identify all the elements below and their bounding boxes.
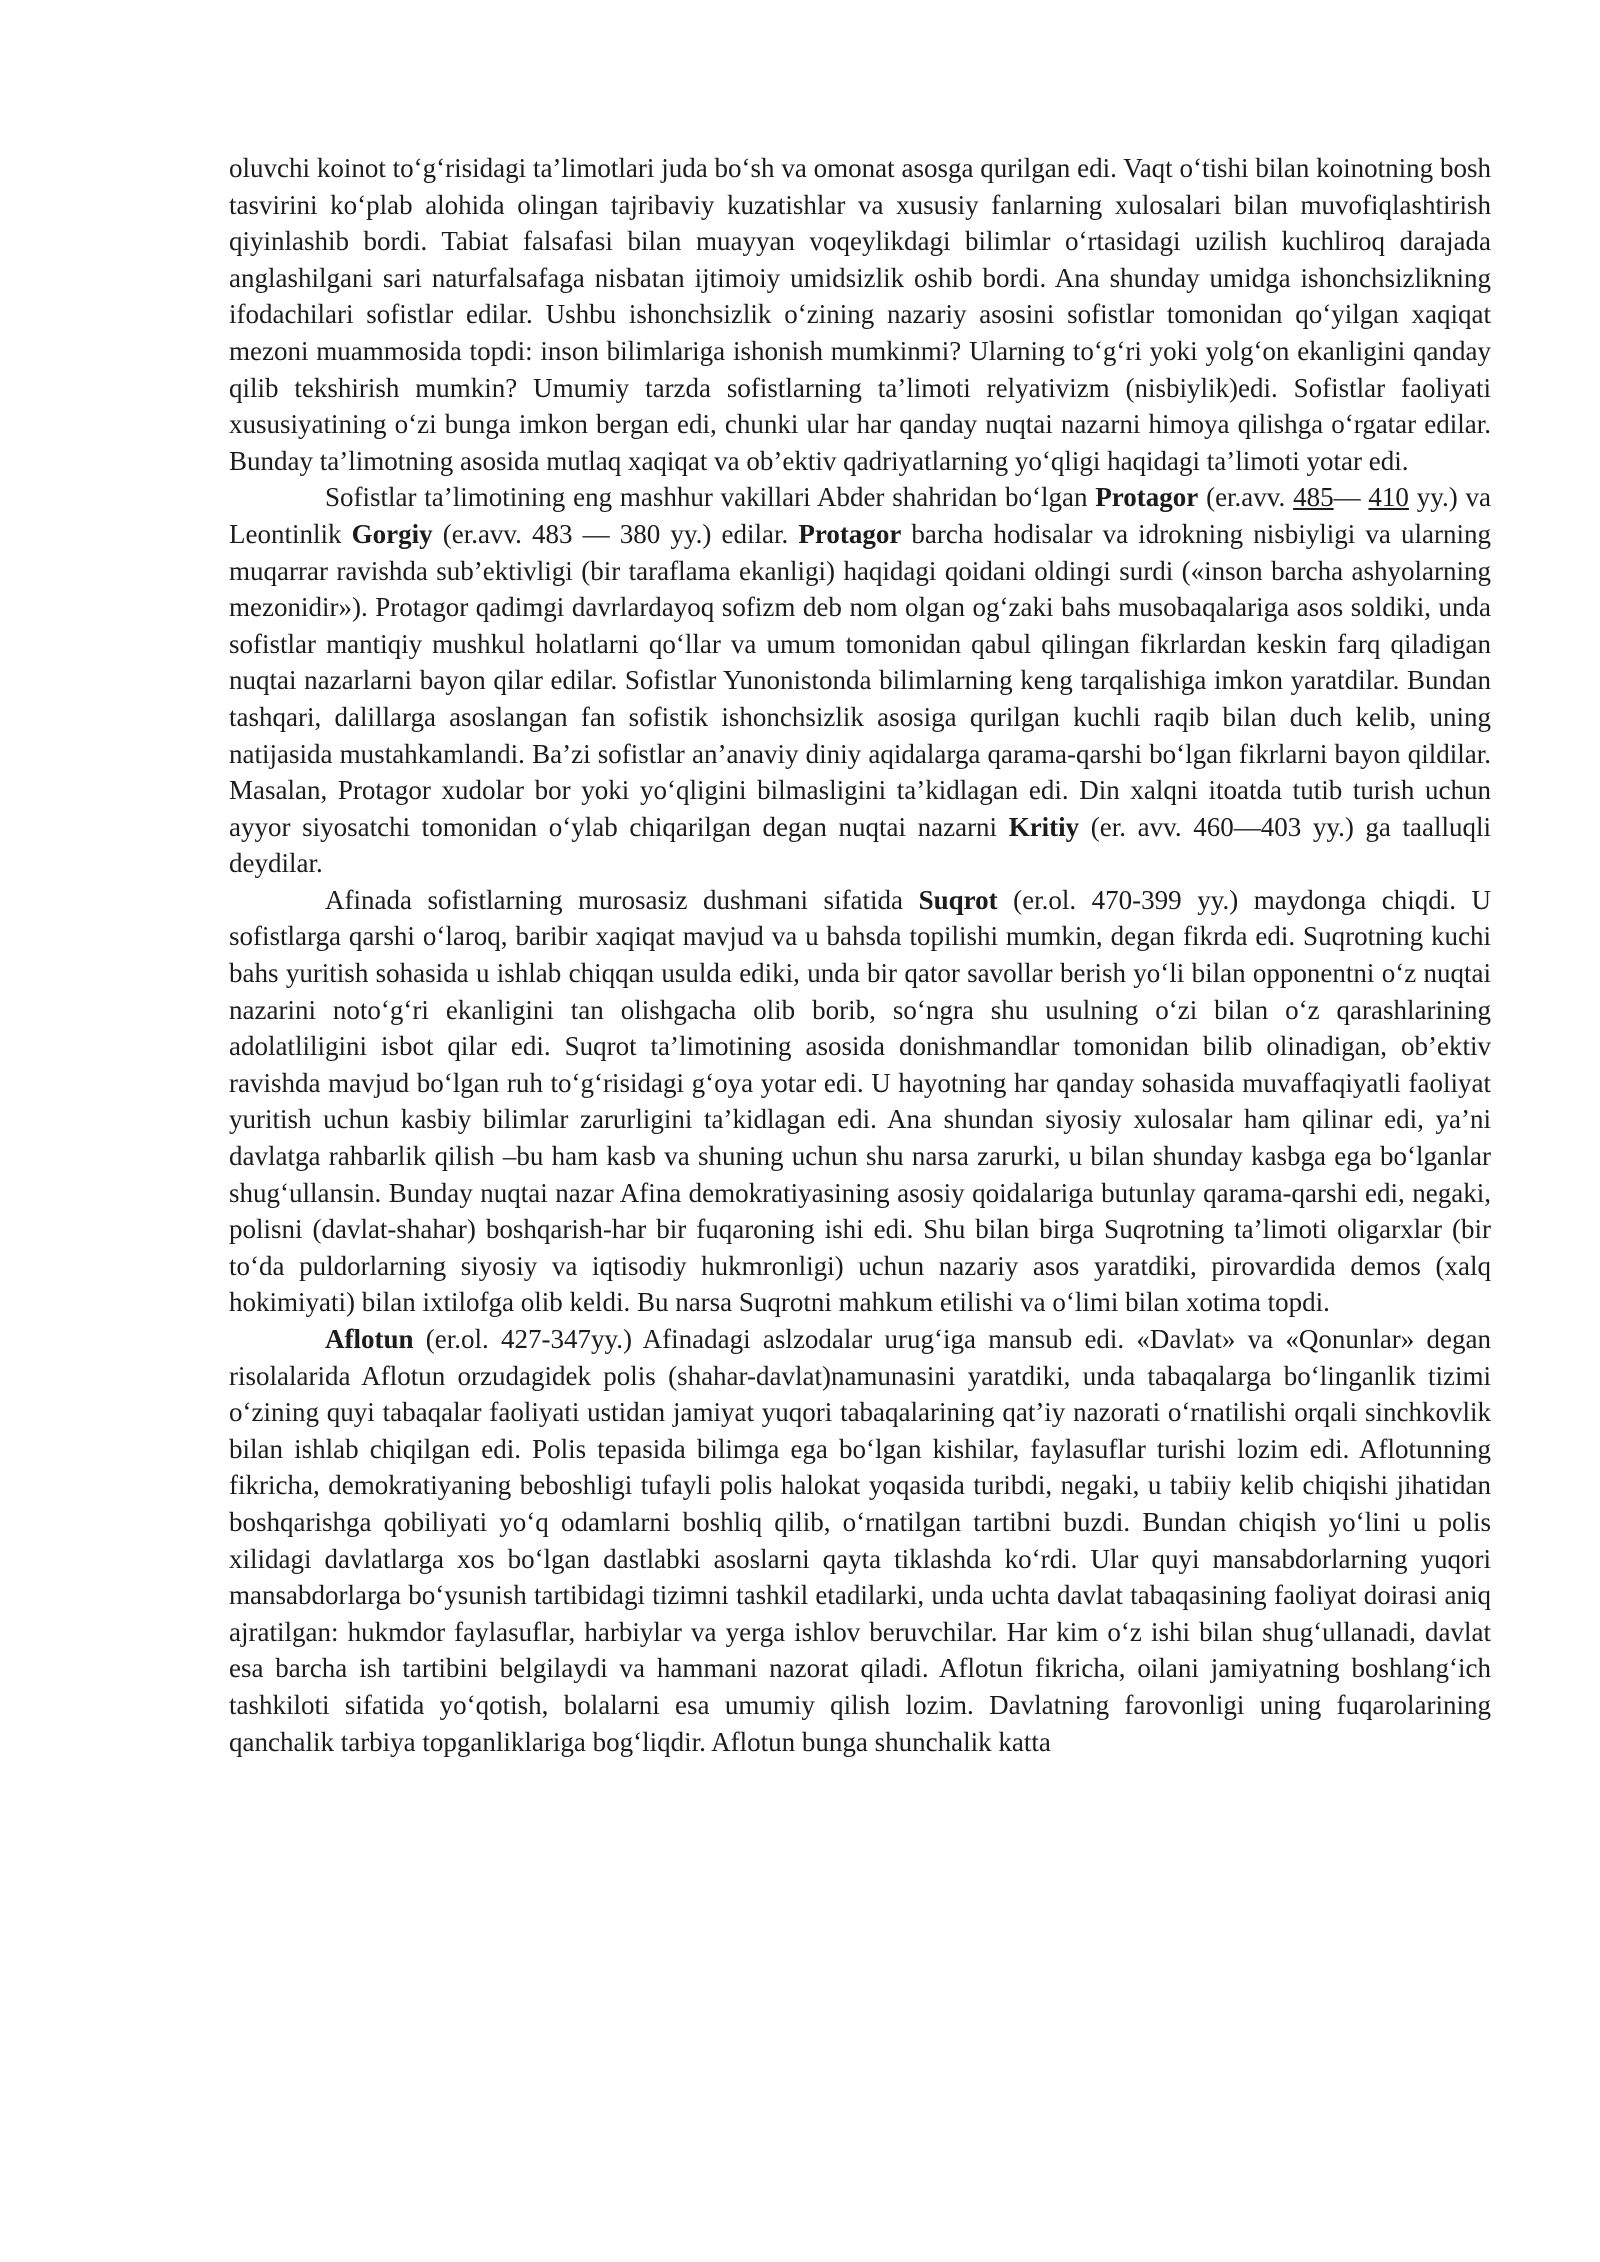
paragraph-suqrot bbox=[229, 882, 1491, 1321]
text-run: (er.avv. 483 — 380 yy.) edilar. bbox=[432, 518, 799, 549]
text-run: (er.ol. 470-399 yy.) maydonga chiqdi. U sofistlarga qarshi o‘laroq, baribir xaqiqat mavjud va u bahsda topilishi mumkin, degan fikrda edi. Suqrotning kuchi bahs yuritish sohasida u ishlab chiqqan usulda ediki, unda bir qator savollar berish yo‘li bilan opponentni o‘z nuqtai nazarini noto‘g‘ri ekanligini tan olishgacha olib borib, so‘ngra shu usulning o‘zi bilan o‘z qarashlarining adolatliligini isbot qilar edi. Suqrot ta’limotining asosida donishmandlar tomonidan bilib olinadigan, ob’ektiv ravishda mavjud bo‘lgan ruh to‘g‘risidagi g‘oya yotar edi. U hayotning har qanday sohasida muvaffaqiyatli faoliyat yuritish uchun kasbiy bilimlar zarurligini ta’kidlagan edi. Ana shundan siyosiy xulosalar ham qilinar edi, ya’ni davlatga rahbarlik qilish –bu ham kasb va shuning uchun shu narsa zarurki, u bilan shunday kasbga ega bo‘lganlar shug‘ullansin. Bunday nuqtai nazar Afina demokratiyasining asosiy qoidalariga butunlay qarama-qarshi edi, negaki, polisni (davlat-shahar) boshqarish-har bir fuqaroning ishi edi. Shu bilan birga Suqrotning ta’limoti oligarxlar (bir to‘da puldorlarning siyosiy va iqtisodiy hukmronligi) uchun nazariy asos yaratdiki, pirovardida demos (xalq hokimiyati) bilan ixtilofga olib keldi. Bu narsa Suqrotni mahkum etilishi va o‘limi bilan xotima topdi. bbox=[229, 884, 1491, 1318]
paragraph-sophists-intro: oluvchi koinot to‘g‘risidagi ta’limotlari juda bo‘sh va omonat asosga qurilgan edi. Vaqt o‘tishi bilan koinotning bosh tasvirini ko‘plab alohida olingan tajribaviy kuzatishlar va xususiy fanlarning xulosalari bilan muvofiqlashtirish qiyinlashib bordi. Tabiat falsafasi bilan muayyan voqeylikdagi bilimlar o‘rtasidagi uzilish kuchliroq darajada anglashilgani sari naturfalsafaga nisbatan ijtimoiy umidsizlik oshib bordi. Ana shunday umidga ishonchsizlikning ifodachilari sofistlar edilar. Ushbu ishonchsizlik o‘zining nazariy asosini sofistlar tomonidan qo‘yilgan xaqiqat mezoni muammosida topdi: inson bilimlariga ishonish mumkinmi? Ularning to‘g‘ri yoki yolg‘on ekanligini qanday qilib tekshirish mumkin? Umumiy tarzda sofistlarning ta’limoti relyativizm (nisbiylik)edi. Sofistlar faoliyati xususiyatining o‘zi bunga imkon bergan edi, chunki ular har qanday nuqtai nazarni himoya qilishga o‘rgatar edilar. Bunday ta’limotning asosida mutlaq xaqiqat va ob’ektiv qadriyatlarning yo‘qligi haqidagi ta’limoti yotar edi. bbox=[229, 153, 1491, 476]
paragraph-aflotun bbox=[229, 1321, 1491, 1760]
paragraph-protagor-gorgiy bbox=[229, 479, 1491, 882]
name-kritiy: Kritiy bbox=[1008, 811, 1080, 842]
text-run: — bbox=[1333, 482, 1369, 513]
date-link-485[interactable]: 485 bbox=[1293, 482, 1334, 513]
text-run: yy.) va Leontinlik bbox=[229, 482, 1491, 549]
name-protagor: Protagor bbox=[798, 518, 902, 549]
name-suqrot: Suqrot bbox=[918, 884, 998, 915]
name-protagor: Protagor bbox=[1095, 482, 1199, 513]
text-run: (er.ol. 427-347yy.) Afinadagi aslzodalar urug‘iga mansub edi. «Davlat» va «Qonunlar» degan risolalarida Aflotun orzudagidek polis (shahar-davlat)namunasini yaratdiki, unda tabaqalarga bo‘linganlik tizimi o‘zining quyi tabaqalar faoliyati ustidan jamiyat yuqori tabaqalarining qat’iy nazorati o‘rnatilishi orqali sinchkovlik bilan ishlab chiqilgan edi. Polis tepasida bilimga ega bo‘lgan kishilar, faylasuflar turishi lozim edi. Aflotunning fikricha, demokratiyaning beboshligi tufayli polis halokat yoqasida turibdi, negaki, u tabiiy kelib chiqishi jihatidan boshqarishga qobiliyati yo‘q odamlarni boshliq qilib, o‘rnatilgan tartibni buzdi. Bundan chiqish yo‘lini u polis xilidagi davlatlarga xos bo‘lgan dastlabki asoslarni qayta tiklashda ko‘rdi. Ular quyi mansabdorlarning yuqori mansabdorlarga bo‘ysunish tartibidagi tizimni tashkil etadilarki, unda uchta davlat tabaqasining faoliyat doirasi aniq ajratilgan: hukmdor faylasuflar, harbiylar va yerga ishlov beruvchilar. Har kim o‘z ishi bilan shug‘ullanadi, davlat esa barcha ish tartibini belgilaydi va hammani nazorat qiladi. Aflotun fikricha, oilani jamiyatning boshlang‘ich tashkiloti sifatida yo‘qotish, bolalarni esa umumiy qilish lozim. Davlatning farovonligi uning fuqarolarining qanchalik tarbiya topganliklariga bog‘liqdir. Aflotun bunga shunchalik katta bbox=[229, 1324, 1491, 1757]
name-gorgiy: Gorgiy bbox=[351, 518, 433, 549]
name-aflotun: Aflotun bbox=[325, 1324, 414, 1354]
text-run: (er. avv. 460—403 yy.) ga taalluqli deydilar. bbox=[229, 811, 1492, 879]
text-run: Sofistlar ta’limotining eng mashhur vakillari Abder shahridan bo‘lgan bbox=[325, 482, 1096, 513]
date-link-410[interactable]: 410 bbox=[1368, 482, 1409, 513]
document-page bbox=[229, 150, 1491, 1760]
text-run: barcha hodisalar va idrokning nisbiyligi va ularning muqarrar ravishda sub’ektivligi (bir taraflama ekanligi) haqidagi qoidani oldingi surdi («inson barcha ashyolarning mezonidir»). Protagor qadimgi davrlardayoq sofizm deb nom olgan og‘zaki bahs musobaqalariga asos soldiki, unda sofistlar mantiqiy mushkul holatlarni qo‘llar va umum tomonidan qabul qilingan fikrlardan keskin farq qiladigan nuqtai nazarlarni bayon qilar edilar. Sofistlar Yunonistonda bilimlarning keng tarqalishiga imkon yaratdilar. Bundan tashqari, dalillarga asoslangan fan sofistik ishonchsizlik asosiga qurilgan kuchli raqib bilan duch kelib, uning natijasida mustahkamlandi. Ba’zi sofistlar an’anaviy diniy aqidalarga qarama-qarshi bo‘lgan fikrlarni bayon qildilar. Masalan, Protagor xudolar bor yoki yo‘qligini bilmasligini ta’kidlagan edi. Din xalqni itoatda tutib turish uchun ayyor siyosatchi tomonidan o‘ylab chiqarilgan degan nuqtai nazarni bbox=[229, 518, 1491, 842]
text-run: (er.avv. bbox=[1198, 482, 1294, 513]
text-run: Afinada sofistlarning murosasiz dushmani sifatida bbox=[325, 884, 919, 915]
